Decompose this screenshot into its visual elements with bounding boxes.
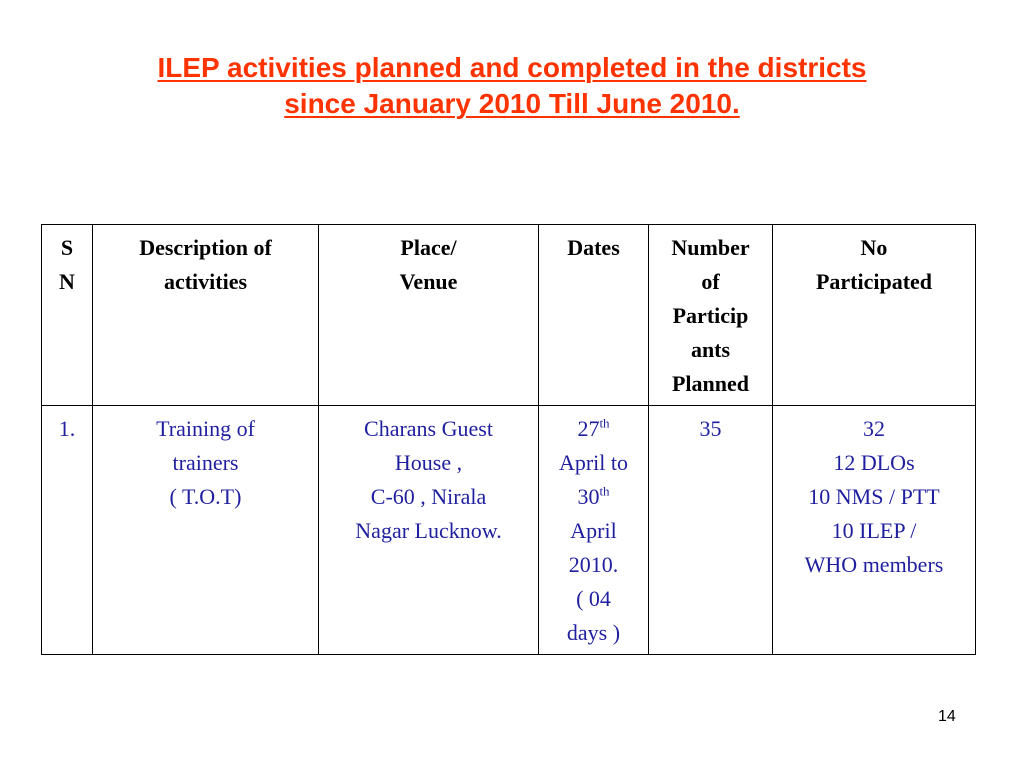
slide-title [40,50,984,122]
cell-description: Training of trainers ( T.O.T) [93,406,319,655]
table-header-row [42,225,976,406]
page-number: 14 [938,708,956,725]
header-dates: Dates [539,225,649,406]
slide-title-line-2: since January 2010 Till June 2010. [284,88,740,119]
cell-sn: 1. [42,406,93,655]
header-planned: Number of Particip ants Planned [649,225,773,406]
cell-dates: 27th April to 30th April 2010. ( 04 days ) [539,406,649,655]
cell-place: Charans Guest House , C-60 , Nirala Nagar Lucknow. [319,406,539,655]
table-row [42,406,976,655]
cell-planned: 35 [649,406,773,655]
header-description: Description of activities [93,225,319,406]
activities-table [41,224,976,655]
header-place: Place/ Venue [319,225,539,406]
cell-participated: 32 12 DLOs 10 NMS / PTT 10 ILEP / WHO members [773,406,976,655]
header-sn: S N [42,225,93,406]
slide-title-line-1: ILEP activities planned and completed in the districts [157,52,867,83]
header-participated: No Participated [773,225,976,406]
